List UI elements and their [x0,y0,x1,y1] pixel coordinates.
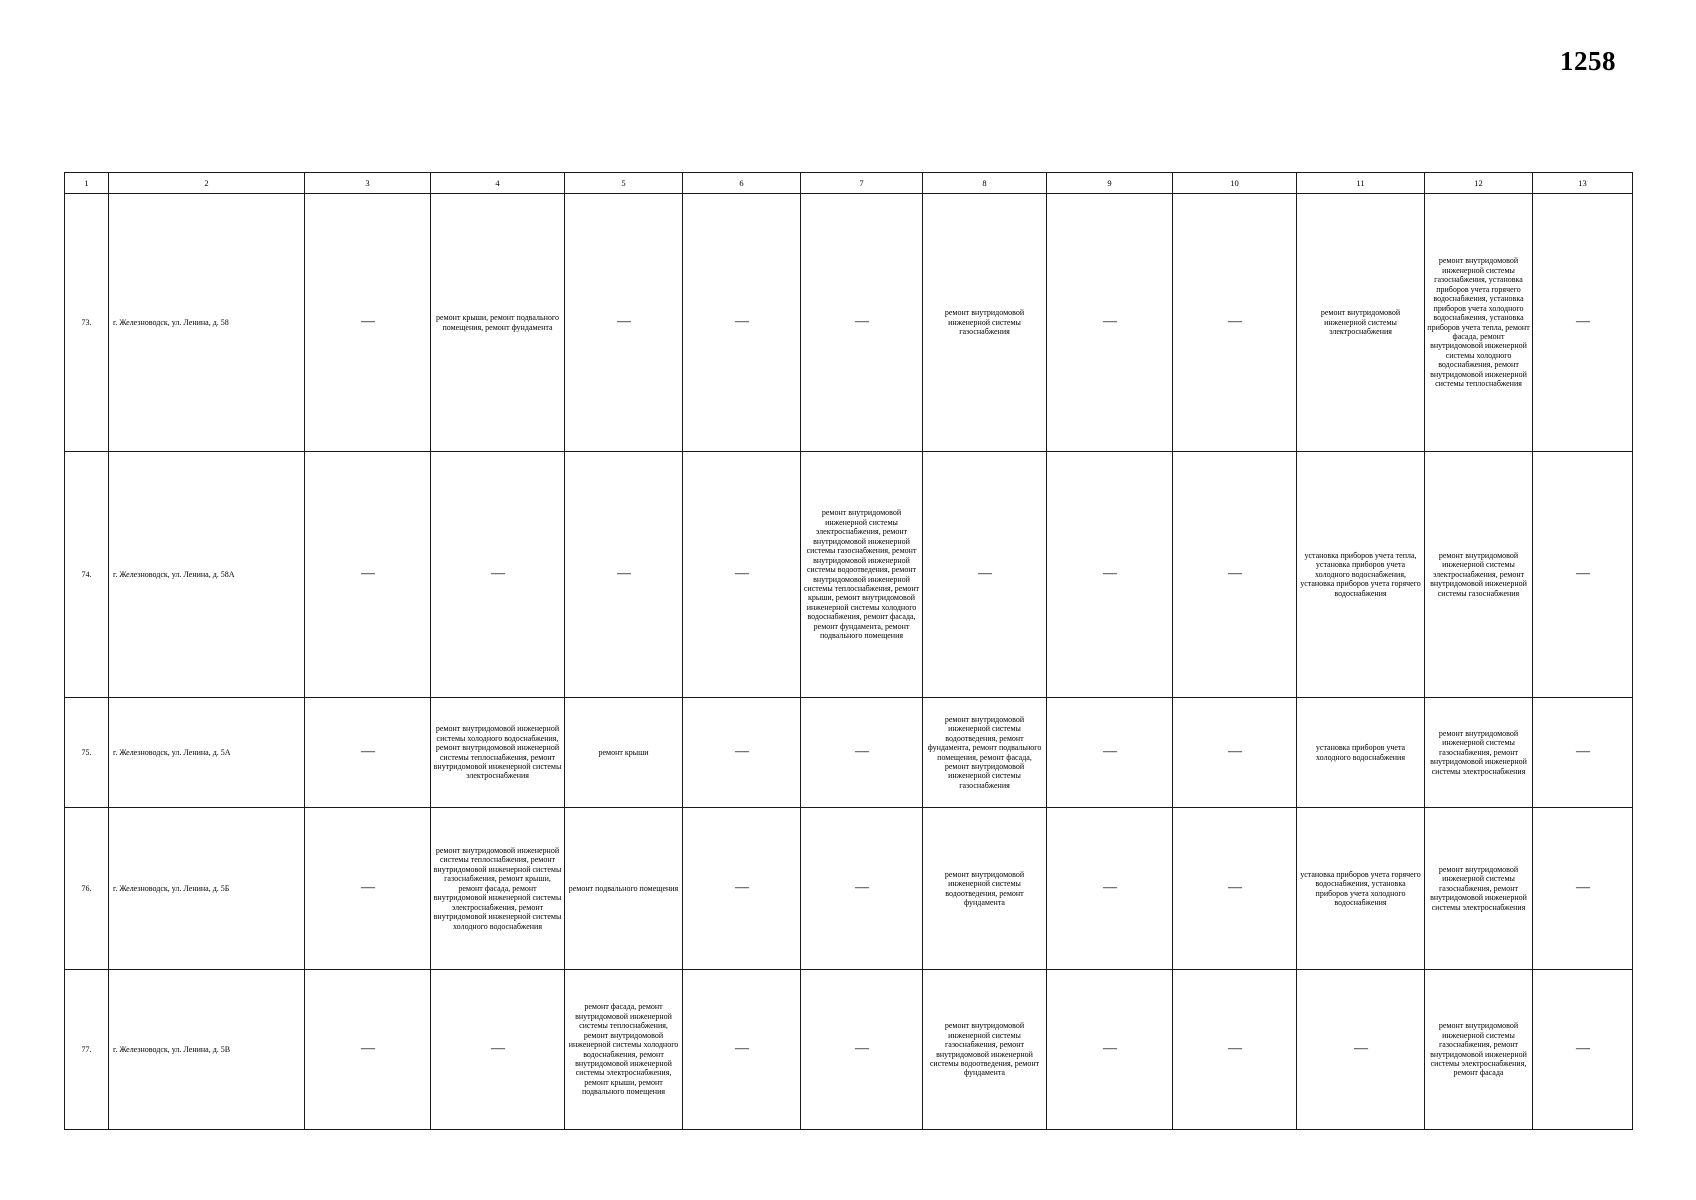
address-cell: г. Железноводск, ул. Ленина, д. 5А [109,698,305,808]
dash-cell [305,194,431,452]
dash-cell [801,698,923,808]
column-header: 10 [1173,173,1297,194]
dash-cell [683,194,801,452]
dash-cell [1533,808,1633,970]
dash: — [1103,565,1116,581]
address-cell: г. Железноводск, ул. Ленина, д. 58 [109,194,305,452]
table-row [65,698,1633,808]
dash: — [1576,879,1589,895]
column-header: 11 [1297,173,1425,194]
dash: — [491,565,504,581]
dash: — [1576,565,1589,581]
work-cell: ремонт внутридомовой инженерной системы газоснабжения [923,194,1047,452]
dash-cell [923,452,1047,698]
row-number: 77. [65,970,109,1130]
work-cell: ремонт внутридомовой инженерной системы газоснабжения, ремонт внутридомовой инженерной системы электроснабжения [1425,698,1533,808]
work-cell: ремонт внутридомовой инженерной системы электроснабжения, ремонт внутридомовой инженерной системы газоснабжения [1425,452,1533,698]
address-cell: г. Железноводск, ул. Ленина, д. 58А [109,452,305,698]
dash: — [735,879,748,895]
column-header: 3 [305,173,431,194]
dash-cell [1047,698,1173,808]
work-cell: ремонт внутридомовой инженерной системы газоснабжения, ремонт внутридомовой инженерной системы водоотведения, ремонт фундамента [923,970,1047,1130]
page-number: 1258 [1560,46,1616,76]
table-row [65,452,1633,698]
dash-cell [683,698,801,808]
dash: — [491,1040,504,1056]
dash: — [735,743,748,759]
table-row [65,970,1633,1130]
dash: — [735,565,748,581]
dash: — [1228,565,1241,581]
work-cell: ремонт внутридомовой инженерной системы электроснабжения, ремонт внутридомовой инженерной системы газоснабжения, ремонт внутридомовой инженерной системы водоотведения, ремонт внутридомовой инженерной системы теплоснабжения, ремонт крыши, ремонт внутридомовой инженерной системы холодного водоснабжения, ремонт фасада, ремонт фундамента, ремонт подвального помещения [801,452,923,698]
work-cell: ремонт внутридомовой инженерной системы теплоснабжения, ремонт внутридомовой инженерной системы газоснабжения, ремонт крыши, ремонт фасада, ремонт внутридомовой инженерной системы электроснабжения, ремонт внутридомовой инженерной системы холодного водоснабжения [431,808,565,970]
dash: — [735,1040,748,1056]
dash-cell [431,452,565,698]
dash: — [1576,313,1589,329]
dash: — [978,565,991,581]
work-cell: установка приборов учета горячего водоснабжения, установка приборов учета холодного водоснабжения [1297,808,1425,970]
work-cell: установка приборов учета холодного водоснабжения [1297,698,1425,808]
dash: — [1228,743,1241,759]
dash-cell [683,452,801,698]
dash: — [1576,1040,1589,1056]
table-row [65,194,1633,452]
dash-cell [1047,194,1173,452]
dash-cell [801,808,923,970]
column-header: 9 [1047,173,1173,194]
row-number: 74. [65,452,109,698]
column-header: 7 [801,173,923,194]
work-cell: ремонт внутридомовой инженерной системы электроснабжения [1297,194,1425,452]
work-cell: ремонт крыши, ремонт подвального помещения, ремонт фундамента [431,194,565,452]
dash: — [361,1040,374,1056]
dash-cell [1297,970,1425,1130]
address-cell: г. Железноводск, ул. Ленина, д. 5В [109,970,305,1130]
dash: — [617,565,630,581]
column-header: 5 [565,173,683,194]
column-header: 1 [65,173,109,194]
dash-cell [683,808,801,970]
dash-cell [565,452,683,698]
dash-cell [1533,452,1633,698]
dash: — [855,879,868,895]
dash-cell [1173,808,1297,970]
row-number: 73. [65,194,109,452]
dash: — [1228,879,1241,895]
work-cell: ремонт внутридомовой инженерной системы водоотведения, ремонт фундамента, ремонт подвального помещения, ремонт фасада, ремонт внутридомовой инженерной системы газоснабжения [923,698,1047,808]
work-cell: ремонт внутридомовой инженерной системы газоснабжения, ремонт внутридомовой инженерной системы электроснабжения, ремонт фасада [1425,970,1533,1130]
row-number: 75. [65,698,109,808]
column-number-row [65,173,1633,194]
column-header: 4 [431,173,565,194]
dash: — [855,313,868,329]
work-cell: ремонт фасада, ремонт внутридомовой инженерной системы теплоснабжения, ремонт внутридомовой инженерной системы холодного водоснабжения, ремонт внутридомовой инженерной системы электроснабжения, ремонт крыши, ремонт подвального помещения [565,970,683,1130]
dash-cell [683,970,801,1130]
dash-cell [1533,194,1633,452]
dash: — [855,1040,868,1056]
dash-cell [1047,970,1173,1130]
dash-cell [305,698,431,808]
dash-cell [801,194,923,452]
work-cell: ремонт подвального помещения [565,808,683,970]
dash-cell [1173,970,1297,1130]
dash-cell [1173,194,1297,452]
dash-cell [1533,698,1633,808]
dash: — [855,743,868,759]
dash-cell [1047,808,1173,970]
work-cell: ремонт крыши [565,698,683,808]
repair-schedule-table [64,172,1633,1130]
dash: — [361,313,374,329]
dash-cell [305,970,431,1130]
dash: — [1103,1040,1116,1056]
dash: — [1228,313,1241,329]
dash-cell [1173,698,1297,808]
dash: — [361,743,374,759]
address-cell: г. Железноводск, ул. Ленина, д. 5Б [109,808,305,970]
work-cell: ремонт внутридомовой инженерной системы холодного водоснабжения, ремонт внутридомовой инженерной системы теплоснабжения, ремонт внутридомовой инженерной системы электроснабжения [431,698,565,808]
dash-cell [565,194,683,452]
dash-cell [1533,970,1633,1130]
work-cell: установка приборов учета тепла, установка приборов учета холодного водоснабжения, установка приборов учета горячего водоснабжения [1297,452,1425,698]
dash-cell [431,970,565,1130]
dash: — [735,313,748,329]
work-cell: ремонт внутридомовой инженерной системы газоснабжения, установка приборов учета горячего водоснабжения, установка приборов учета холодного водоснабжения, установка приборов учета тепла, ремонт фасада, ремонт внутридомовой инженерной системы холодного водоснабжения, ремонт внутридомовой инженерной системы теплоснабжения [1425,194,1533,452]
dash-cell [305,452,431,698]
dash: — [1103,879,1116,895]
dash: — [617,313,630,329]
dash-cell [305,808,431,970]
dash-cell [1047,452,1173,698]
column-header: 8 [923,173,1047,194]
dash: — [1354,1040,1367,1056]
dash-cell [801,970,923,1130]
dash: — [361,565,374,581]
row-number: 76. [65,808,109,970]
dash: — [361,879,374,895]
column-header: 2 [109,173,305,194]
dash: — [1103,313,1116,329]
table-row [65,808,1633,970]
column-header: 13 [1533,173,1633,194]
work-cell: ремонт внутридомовой инженерной системы газоснабжения, ремонт внутридомовой инженерной системы электроснабжения [1425,808,1533,970]
column-header: 6 [683,173,801,194]
dash: — [1103,743,1116,759]
column-header: 12 [1425,173,1533,194]
dash: — [1228,1040,1241,1056]
dash: — [1576,743,1589,759]
dash-cell [1173,452,1297,698]
work-cell: ремонт внутридомовой инженерной системы водоотведения, ремонт фундамента [923,808,1047,970]
